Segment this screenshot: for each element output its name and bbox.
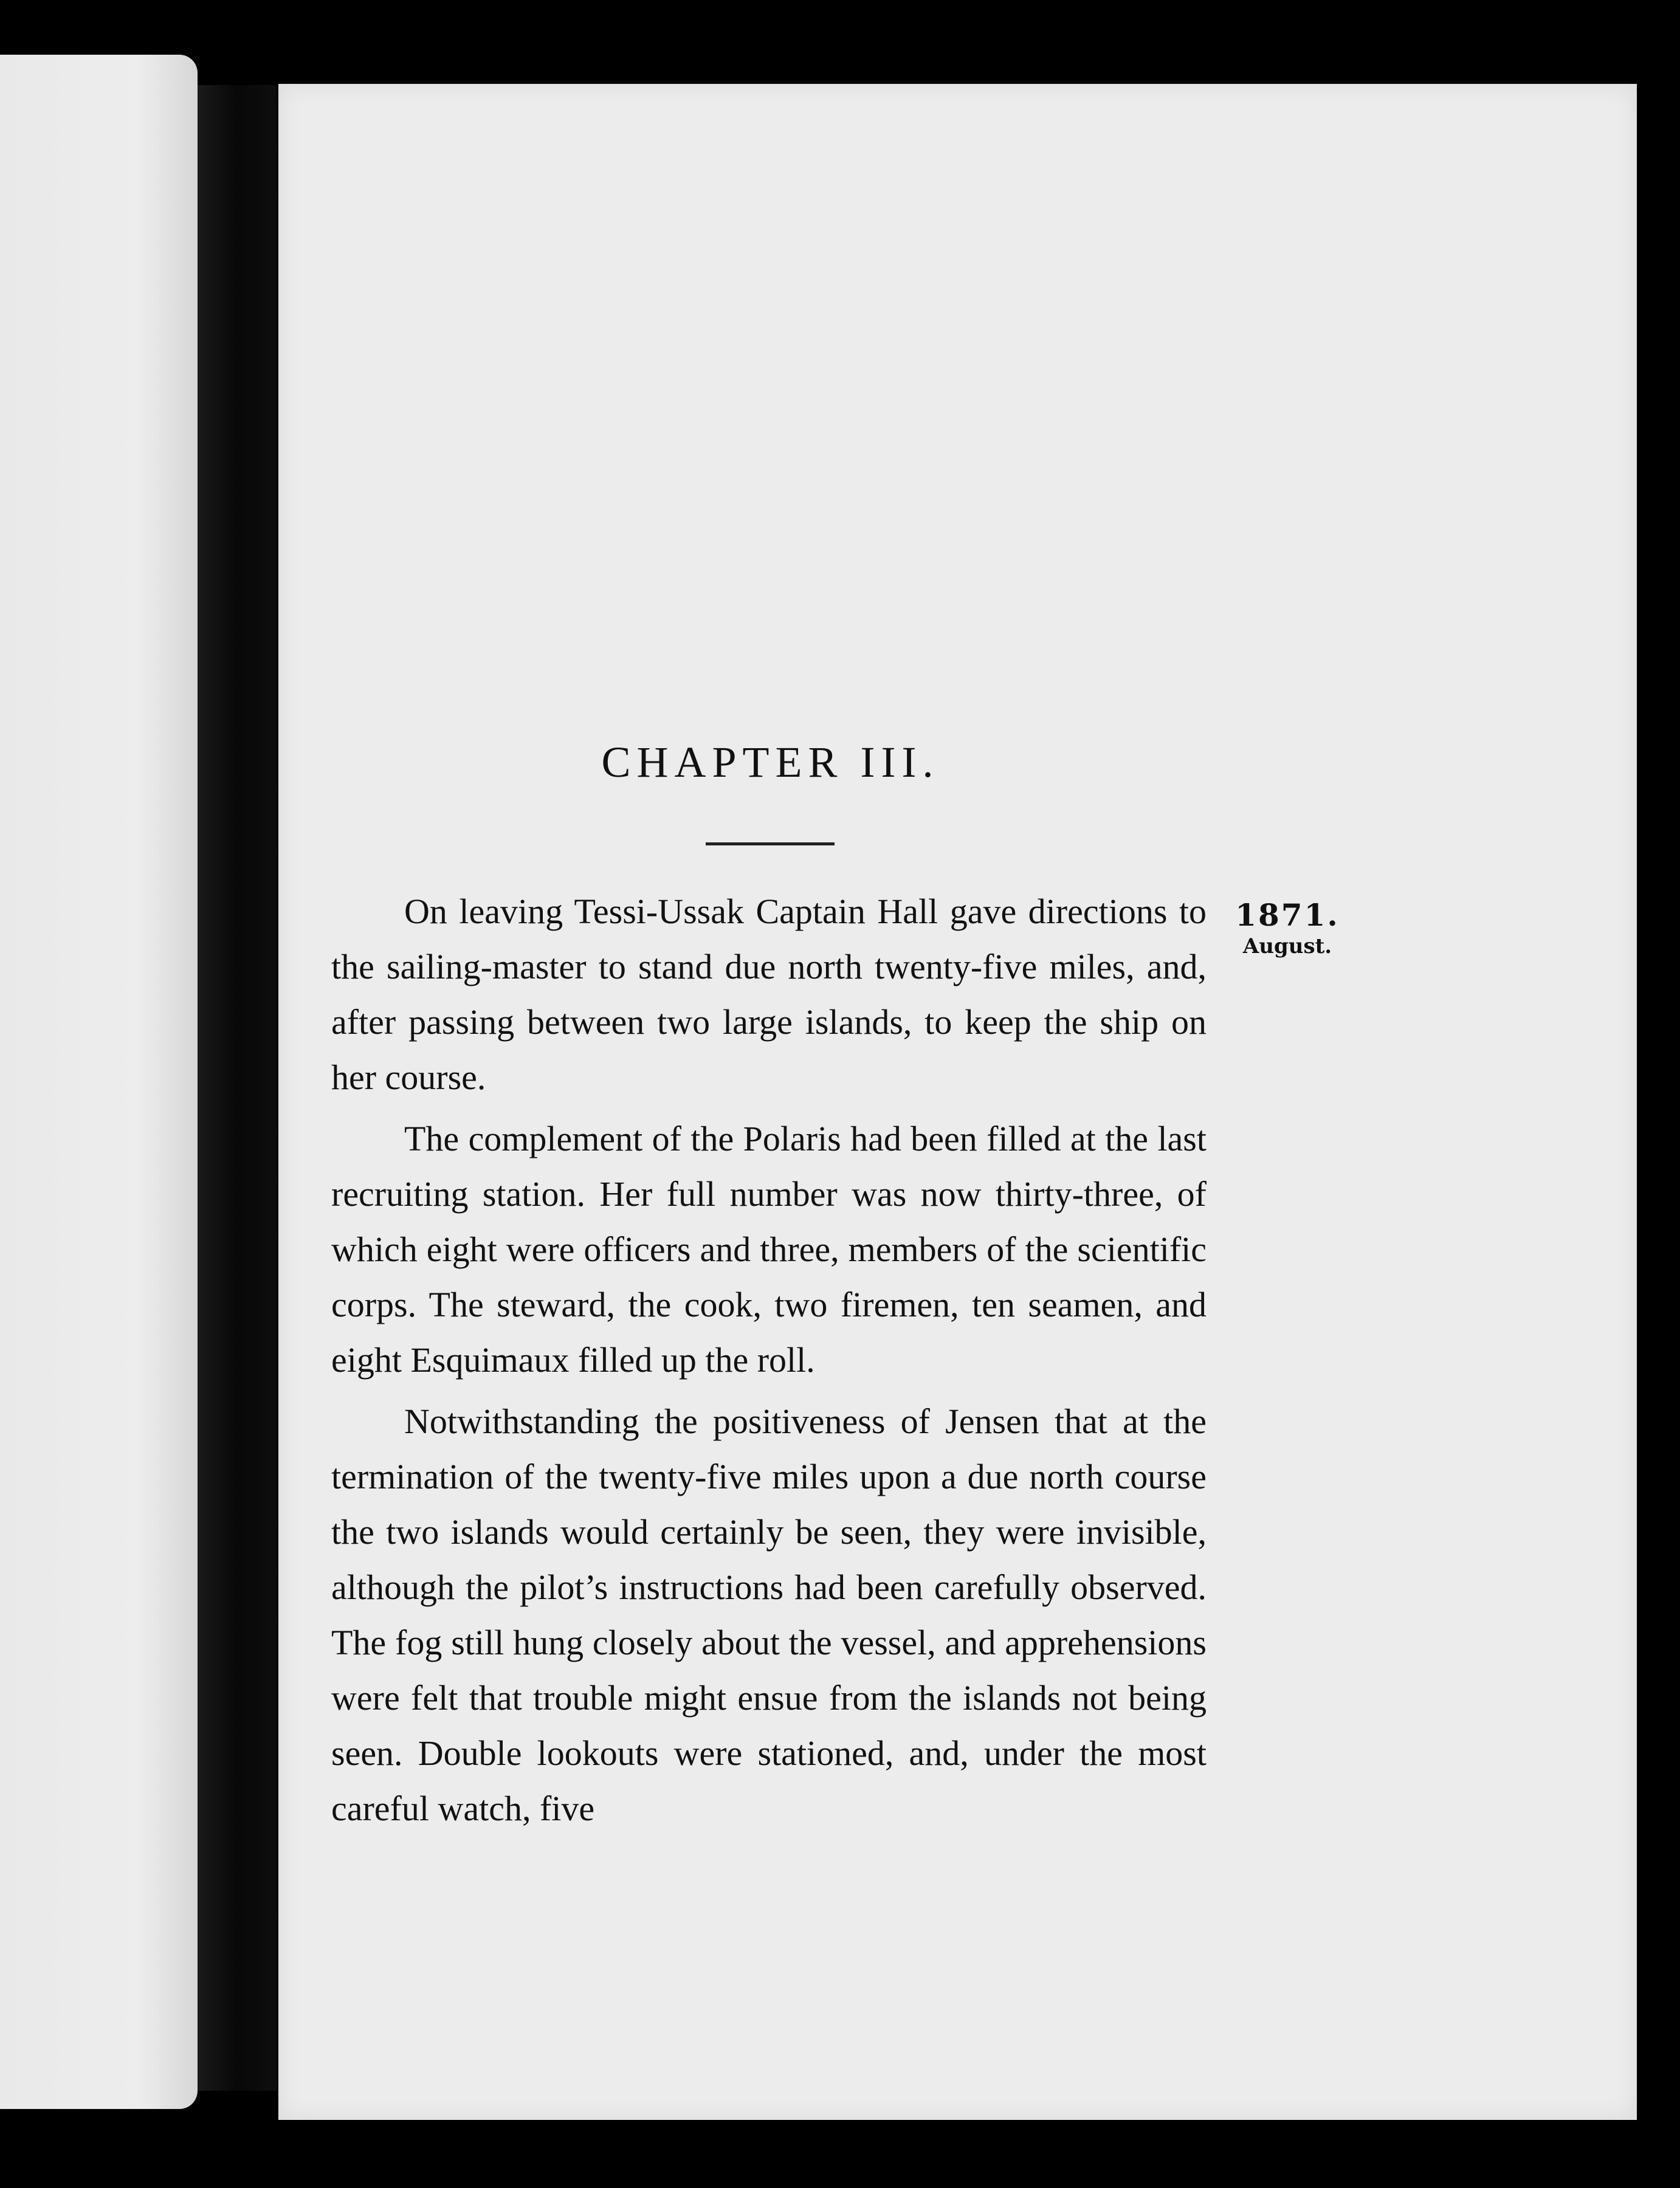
heading-rule — [706, 842, 835, 845]
book-gutter — [198, 85, 277, 2091]
chapter-body — [331, 884, 1207, 1842]
page-content — [278, 84, 1637, 2120]
chapter-heading: CHAPTER III. — [601, 738, 940, 786]
paragraph: Notwithstanding the positiveness of Jensen that at the termination of the twenty-five miles upon a due north course the two islands would certainly be seen, they were invisible, although the pilot’s instructions had been carefully observed. The fog still hung closely about the vessel, and apprehensions were felt that trouble might ensue from the islands not being seen. Double lookouts were stationed, and, under the most careful watch, five — [331, 1402, 1207, 1828]
margin-year: 1871. — [1235, 897, 1340, 933]
paragraph: The complement of the Polaris had been filled at the last recruiting station. Her full number was now thirty-three, of which eight were officers and three, members of the scientific corps. The steward, the cook, two firemen, ten seamen, and eight Esquimaux filled up the roll. — [331, 1119, 1207, 1380]
margin-month: August. — [1242, 934, 1332, 958]
margin-date-note — [1224, 897, 1351, 959]
paragraph: On leaving Tessi-Ussak Captain Hall gave directions to the sailing-master to stand due north twenty-five miles, and, after passing between two large islands, to keep the ship on her course. — [331, 892, 1207, 1097]
left-page-edge — [0, 55, 198, 2109]
book-page — [278, 84, 1637, 2120]
